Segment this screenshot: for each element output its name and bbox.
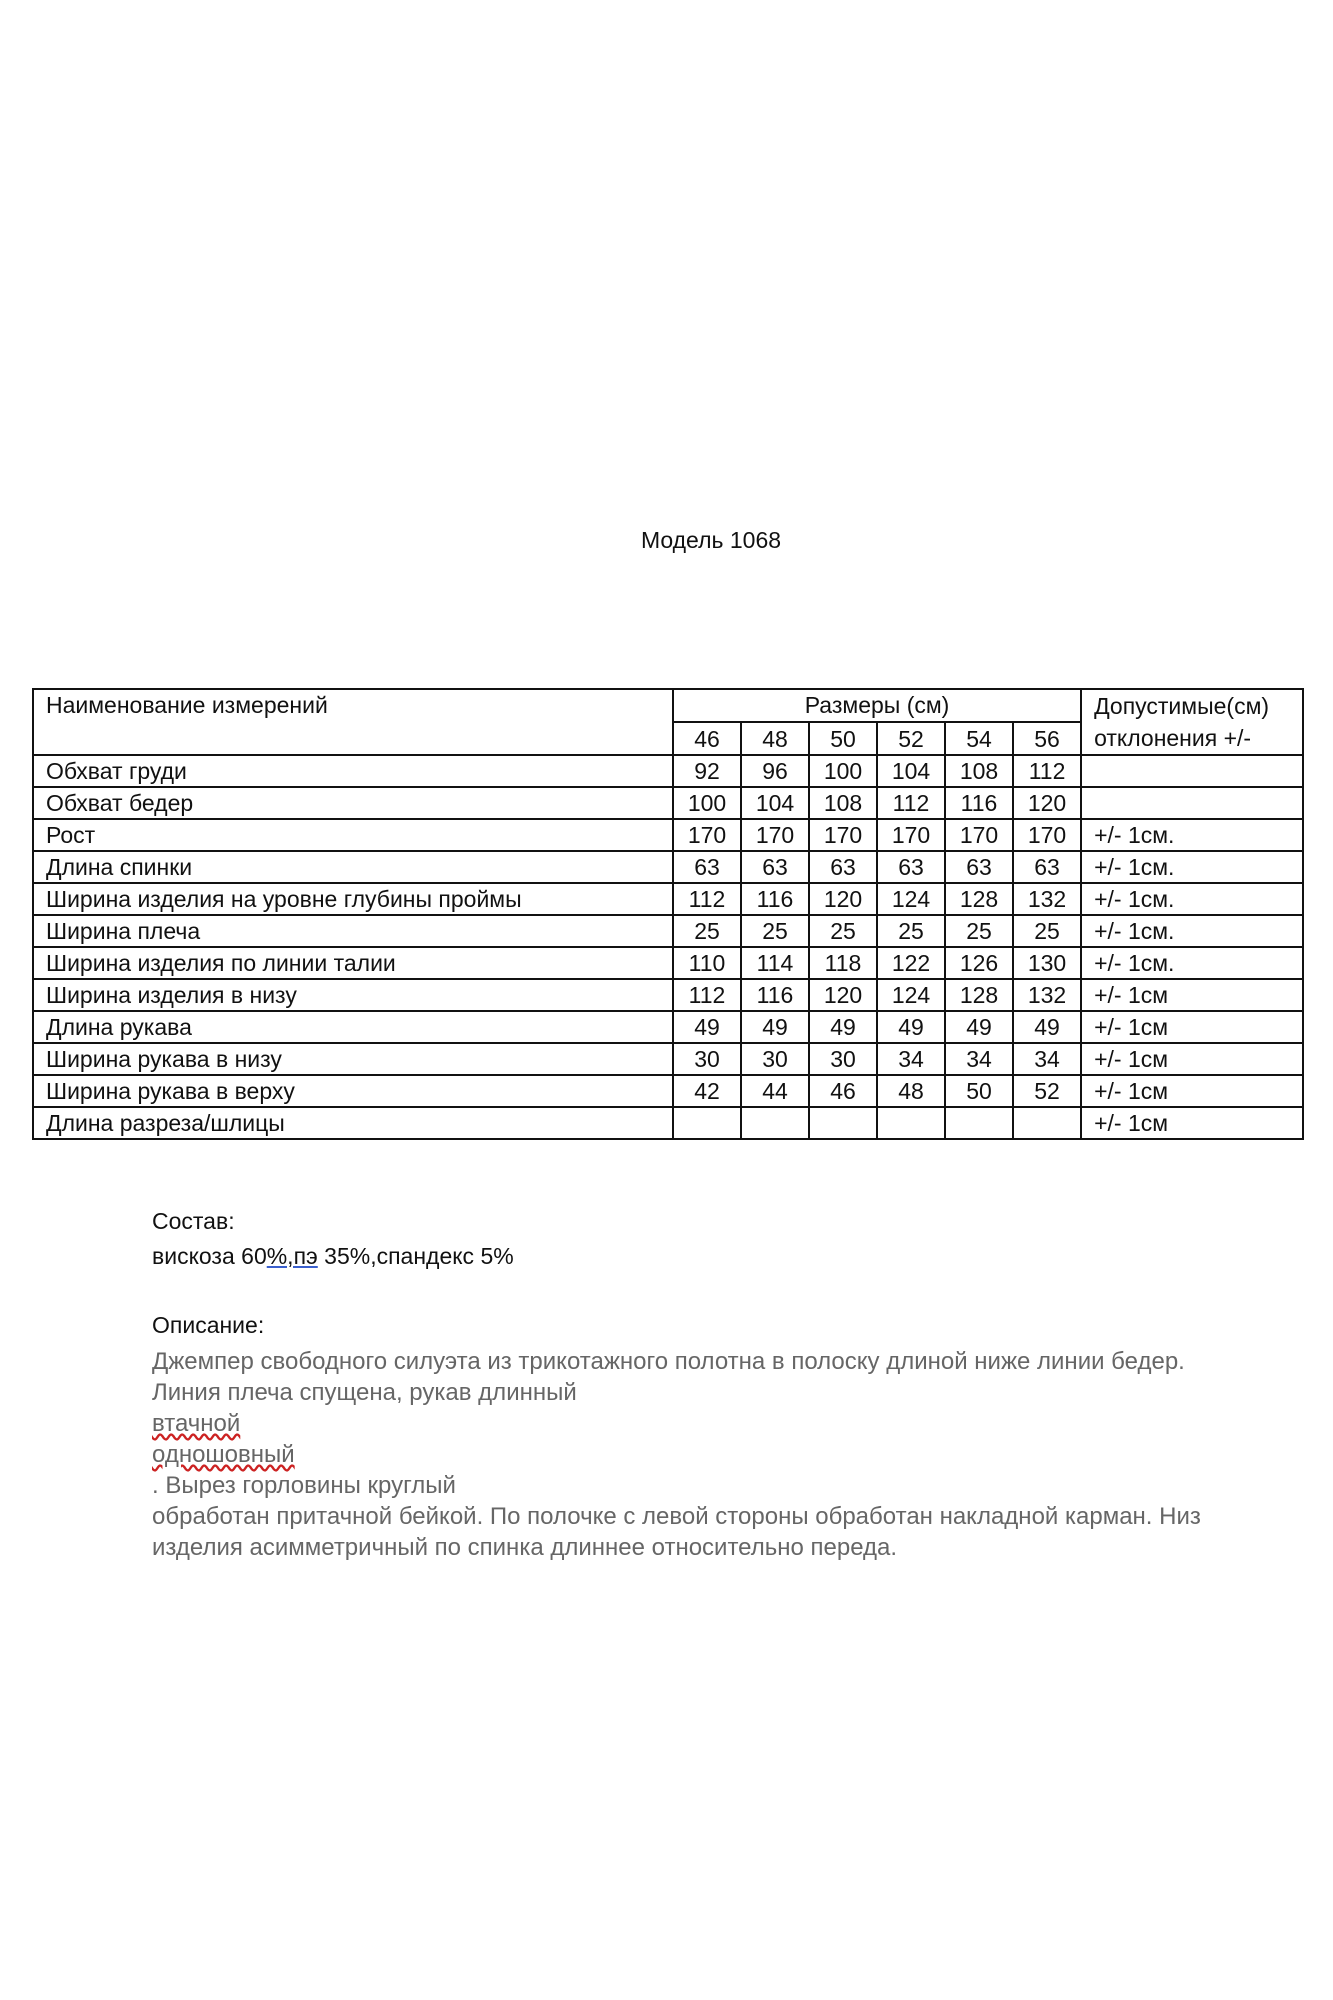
description-line — [152, 1377, 1282, 1501]
composition-part: вискоза 60 — [152, 1243, 267, 1269]
measurement-value: 132 — [1013, 979, 1081, 1011]
measurement-value: 49 — [1013, 1011, 1081, 1043]
header-tolerance-line2: отклонения +/- — [1094, 725, 1252, 751]
description-fragment: . Вырез горловины круглый — [152, 1472, 456, 1499]
measurement-value: 49 — [741, 1011, 809, 1043]
measurement-value: 34 — [1013, 1043, 1081, 1075]
measurement-value: 170 — [945, 819, 1013, 851]
measurement-value: 49 — [673, 1011, 741, 1043]
size-table — [32, 688, 1304, 1140]
table-row — [33, 1011, 1303, 1043]
description-line: изделия асимметричный по спинка длиннее относительно переда. — [152, 1534, 898, 1561]
measurement-value — [673, 1107, 741, 1139]
measurement-value: 25 — [809, 915, 877, 947]
description-label: Описание: — [152, 1312, 265, 1338]
measurement-value: 30 — [741, 1043, 809, 1075]
measurement-value — [1013, 1107, 1081, 1139]
size-cell: 48 — [741, 722, 809, 755]
table-row — [33, 1043, 1303, 1075]
measurement-value: 25 — [877, 915, 945, 947]
tolerance-value: +/- 1см — [1081, 1075, 1303, 1107]
description-text — [152, 1346, 1282, 1563]
measurement-value: 116 — [741, 979, 809, 1011]
measurement-value: 120 — [809, 979, 877, 1011]
composition-label: Состав: — [152, 1208, 235, 1234]
measurement-value: 34 — [945, 1043, 1013, 1075]
table-row — [33, 915, 1303, 947]
measurement-name: Длина разреза/шлицы — [33, 1107, 673, 1139]
measurement-value: 44 — [741, 1075, 809, 1107]
measurement-value: 50 — [945, 1075, 1013, 1107]
tolerance-value — [1081, 755, 1303, 787]
measurement-name: Ширина изделия на уровне глубины проймы — [33, 883, 673, 915]
measurement-value — [945, 1107, 1013, 1139]
composition-value — [152, 1243, 514, 1270]
description-line: Джемпер свободного силуэта из трикотажного полотна в полоску длиной ниже линии бедер. — [152, 1348, 1185, 1375]
tolerance-value: +/- 1см — [1081, 1011, 1303, 1043]
measurement-name: Длина рукава — [33, 1011, 673, 1043]
measurement-value: 112 — [673, 883, 741, 915]
table-row — [33, 883, 1303, 915]
measurement-value: 63 — [809, 851, 877, 883]
measurement-value: 25 — [1013, 915, 1081, 947]
tolerance-value: +/- 1см. — [1081, 883, 1303, 915]
measurement-value: 132 — [1013, 883, 1081, 915]
measurement-value: 114 — [741, 947, 809, 979]
measurement-name: Ширина изделия по линии талии — [33, 947, 673, 979]
measurement-value: 100 — [673, 787, 741, 819]
measurement-value: 120 — [809, 883, 877, 915]
measurement-value: 112 — [673, 979, 741, 1011]
tolerance-value — [1081, 787, 1303, 819]
measurement-value: 52 — [1013, 1075, 1081, 1107]
size-cell: 56 — [1013, 722, 1081, 755]
measurement-value: 96 — [741, 755, 809, 787]
measurement-value — [809, 1107, 877, 1139]
measurement-value: 124 — [877, 979, 945, 1011]
table-row — [33, 755, 1303, 787]
measurement-value: 49 — [945, 1011, 1013, 1043]
description-line: обработан притачной бейкой. По полочке с левой стороны обработан накладной карман. Низ — [152, 1503, 1201, 1530]
description-misspelled-word: втачной — [152, 1410, 241, 1437]
composition-part-underlined: %,пэ — [266, 1243, 318, 1269]
measurement-value: 46 — [809, 1075, 877, 1107]
measurement-name: Обхват груди — [33, 755, 673, 787]
measurement-value: 42 — [673, 1075, 741, 1107]
measurement-name: Длина спинки — [33, 851, 673, 883]
measurement-value: 49 — [877, 1011, 945, 1043]
measurement-value: 124 — [877, 883, 945, 915]
tolerance-value: +/- 1см. — [1081, 915, 1303, 947]
header-measurement-name: Наименование измерений — [33, 689, 673, 755]
measurement-value: 92 — [673, 755, 741, 787]
table-header-row — [33, 689, 1303, 722]
measurement-value: 63 — [877, 851, 945, 883]
measurement-name: Обхват бедер — [33, 787, 673, 819]
measurement-value: 130 — [1013, 947, 1081, 979]
measurement-value: 118 — [809, 947, 877, 979]
tolerance-value: +/- 1см. — [1081, 947, 1303, 979]
measurement-value: 128 — [945, 979, 1013, 1011]
table-row — [33, 787, 1303, 819]
description-fragment: Линия плеча спущена, рукав длинный — [152, 1379, 577, 1406]
tolerance-value: +/- 1см — [1081, 979, 1303, 1011]
measurement-name: Ширина изделия в низу — [33, 979, 673, 1011]
measurement-value: 170 — [877, 819, 945, 851]
table-row — [33, 819, 1303, 851]
size-cell: 46 — [673, 722, 741, 755]
measurement-value: 104 — [741, 787, 809, 819]
measurement-value: 30 — [673, 1043, 741, 1075]
table-row — [33, 947, 1303, 979]
measurement-value: 116 — [945, 787, 1013, 819]
measurement-value: 48 — [877, 1075, 945, 1107]
measurement-value — [741, 1107, 809, 1139]
measurement-value: 170 — [1013, 819, 1081, 851]
measurement-value: 120 — [1013, 787, 1081, 819]
measurement-value — [877, 1107, 945, 1139]
measurement-value: 108 — [945, 755, 1013, 787]
measurement-name: Рост — [33, 819, 673, 851]
measurement-value: 104 — [877, 755, 945, 787]
measurement-value: 25 — [741, 915, 809, 947]
table-row — [33, 851, 1303, 883]
measurement-value: 126 — [945, 947, 1013, 979]
tolerance-value: +/- 1см — [1081, 1043, 1303, 1075]
page-title: Модель 1068 — [640, 527, 782, 553]
measurement-value: 63 — [741, 851, 809, 883]
measurement-value: 170 — [741, 819, 809, 851]
header-tolerance — [1081, 689, 1303, 755]
measurement-name: Ширина рукава в низу — [33, 1043, 673, 1075]
table-row — [33, 1107, 1303, 1139]
measurement-name: Ширина плеча — [33, 915, 673, 947]
table-row — [33, 1075, 1303, 1107]
measurement-value: 63 — [673, 851, 741, 883]
measurement-value: 63 — [945, 851, 1013, 883]
description-misspelled-word: одношовный — [152, 1441, 295, 1468]
table-row — [33, 979, 1303, 1011]
measurement-value: 25 — [673, 915, 741, 947]
measurement-value: 100 — [809, 755, 877, 787]
measurement-name: Ширина рукава в верху — [33, 1075, 673, 1107]
measurement-value: 30 — [809, 1043, 877, 1075]
tolerance-value: +/- 1см. — [1081, 851, 1303, 883]
header-tolerance-line1: Допустимые(см) — [1094, 693, 1270, 719]
measurement-value: 110 — [673, 947, 741, 979]
composition-part: 35%,спандекс 5% — [317, 1243, 514, 1269]
measurement-value: 128 — [945, 883, 1013, 915]
measurement-value: 112 — [877, 787, 945, 819]
measurement-value: 170 — [809, 819, 877, 851]
measurement-value: 49 — [809, 1011, 877, 1043]
size-cell: 54 — [945, 722, 1013, 755]
size-cell: 52 — [877, 722, 945, 755]
measurement-value: 108 — [809, 787, 877, 819]
measurement-value: 63 — [1013, 851, 1081, 883]
measurement-value: 25 — [945, 915, 1013, 947]
tolerance-value: +/- 1см. — [1081, 819, 1303, 851]
measurement-value: 122 — [877, 947, 945, 979]
measurement-value: 116 — [741, 883, 809, 915]
tolerance-value: +/- 1см — [1081, 1107, 1303, 1139]
measurement-value: 34 — [877, 1043, 945, 1075]
measurement-value: 112 — [1013, 755, 1081, 787]
size-cell: 50 — [809, 722, 877, 755]
measurement-value: 170 — [673, 819, 741, 851]
header-sizes: Размеры (см) — [673, 689, 1081, 722]
